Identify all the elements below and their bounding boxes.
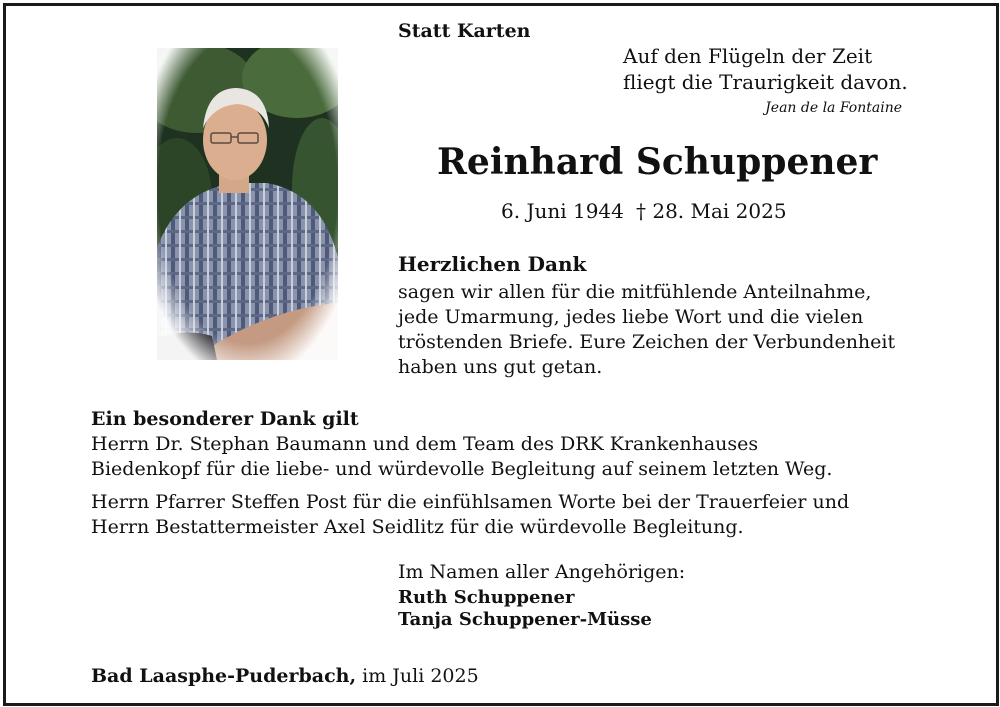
quote-author: Jean de la Fontaine	[765, 100, 902, 116]
thanks-text	[398, 280, 895, 380]
date: im Juli 2025	[356, 665, 479, 687]
special-thanks-line: Herrn Pfarrer Steffen Post für die einfühlsamen Worte bei der Trauerfeier und	[91, 491, 850, 513]
special-thanks-heading: Ein besonderer Dank gilt	[91, 408, 359, 430]
place: Bad Laasphe-Puderbach,	[91, 665, 357, 687]
thanks-line: haben uns gut getan.	[398, 356, 603, 378]
quote-line-2: fliegt die Traurigkeit davon.	[623, 70, 908, 94]
birth-date: 6. Juni 1944	[501, 199, 624, 223]
special-thanks-line: Herrn Bestattermeister Axel Seidlitz für die würdevolle Begleitung.	[91, 516, 744, 538]
place-date	[91, 664, 479, 689]
special-thanks-para-2	[91, 490, 849, 540]
quote-line-1: Auf den Flügeln der Zeit	[623, 44, 873, 68]
death-date: † 28. Mai 2025	[636, 199, 787, 223]
statt-karten-label: Statt Karten	[398, 20, 531, 42]
portrait-photo	[157, 48, 338, 360]
signature-name: Ruth Schuppener	[398, 587, 575, 608]
thanks-line: sagen wir allen für die mitfühlende Anteilnahme,	[398, 281, 872, 303]
thanks-line: jede Umarmung, jedes liebe Wort und die vielen	[398, 306, 864, 328]
signature-intro: Im Namen aller Angehörigen:	[398, 561, 686, 583]
thanks-heading: Herzlichen Dank	[398, 252, 587, 276]
deceased-name: Reinhard Schuppener	[437, 141, 878, 183]
special-thanks-line: Biedenkopf für die liebe- und würdevolle Begleitung auf seinem letzten Weg.	[91, 458, 833, 480]
signature-name: Tanja Schuppener-Müsse	[398, 609, 652, 630]
thanks-line: tröstenden Briefe. Eure Zeichen der Verbundenheit	[398, 331, 896, 353]
special-thanks-para-1	[91, 432, 832, 482]
special-thanks-line: Herrn Dr. Stephan Baumann und dem Team des DRK Krankenhauses	[91, 433, 759, 455]
